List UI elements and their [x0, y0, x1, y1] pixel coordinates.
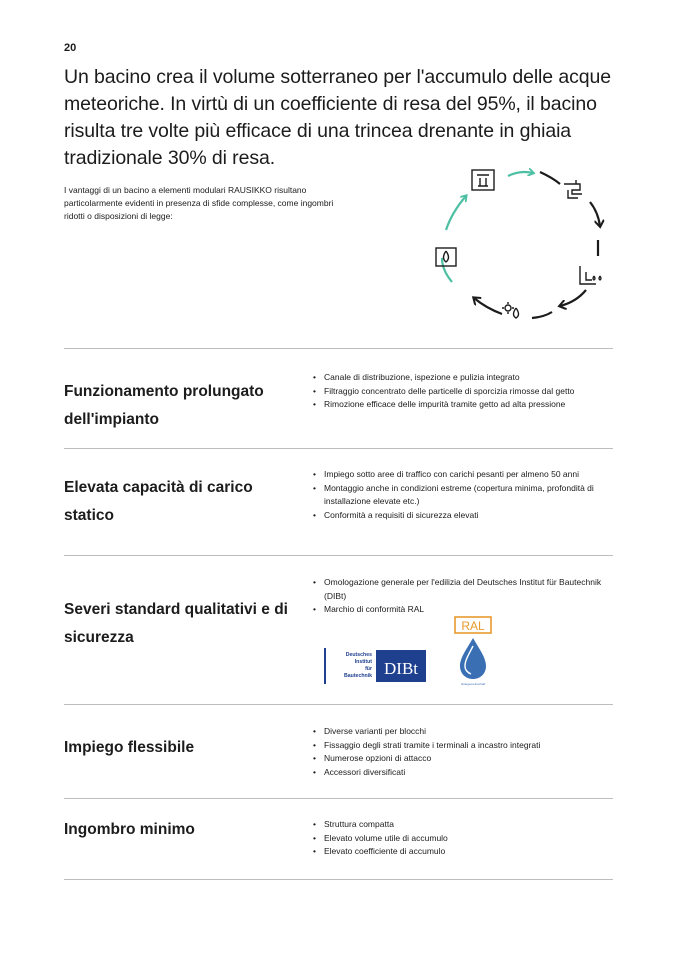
feature-bullets	[313, 725, 613, 779]
dibt-logo	[324, 648, 426, 684]
dibt-logo-mark: DIBt	[384, 659, 418, 678]
water-cycle-diagram	[420, 160, 620, 335]
divider	[64, 555, 613, 556]
feature-title: Elevata capacità di carico statico	[64, 479, 253, 524]
dibt-logo-line: für	[365, 666, 372, 672]
cycle-arrow-bottom-left	[474, 298, 502, 314]
bullet-item: • Omologazione generale per l'edilizia del Deutsches Institut für Bautechnik (DIBt)	[313, 576, 613, 603]
feature-bullets	[313, 468, 613, 522]
bullet-item: • Numerose opzioni di attacco	[313, 752, 613, 766]
cycle-arrow-bottom	[532, 312, 552, 318]
feature-title: Ingombro minimo	[64, 821, 195, 838]
feature-title: Impiego flessibile	[64, 739, 195, 756]
ral-logo-caption: Gütegemeinschaft	[460, 682, 486, 686]
ral-logo	[454, 616, 492, 686]
divider	[64, 348, 613, 349]
rain-gutter-icon	[564, 180, 582, 198]
feature-bullets	[313, 371, 613, 412]
feature-title: Severi standard qualitativi e di sicurezza	[64, 601, 288, 646]
bullet-item: • Conformità a requisiti di sicurezza elevati	[313, 509, 613, 523]
cycle-arrow-left-upper	[446, 196, 466, 230]
bullet-item: • Elevato coefficiente di accumulo	[313, 845, 613, 859]
bullet-item: • Elevato volume utile di accumulo	[313, 832, 613, 846]
water-treatment-icon	[502, 302, 519, 318]
divider	[64, 448, 613, 449]
inspection-shaft-icon	[472, 170, 494, 190]
bullet-item: • Accessori diversificati	[313, 766, 613, 780]
page-number: 20	[64, 42, 77, 54]
water-drop-box-icon	[436, 248, 456, 266]
feature-title: Funzionamento prolungato dell'impianto	[64, 383, 264, 428]
dibt-logo-line: Bautechnik	[344, 673, 372, 679]
divider	[64, 704, 613, 705]
bullet-item: • Struttura compatta	[313, 818, 613, 832]
bullet-item: • Filtraggio concentrato delle particelle di sporcizia rimosse dal getto	[313, 385, 613, 399]
headline: Un bacino crea il volume sotterraneo per l'accumulo delle acque meteoriche. In virtù di un coefficiente di resa del 95%, il bacino risulta tre volte più efficace di una trincea drenante in ghiaia tradizionale 30% di resa.	[64, 66, 611, 169]
divider	[64, 879, 613, 880]
dibt-logo-line: Deutsches	[345, 652, 372, 658]
bullet-item: • Marchio di conformità RAL	[313, 603, 613, 617]
dibt-logo-line: Institut	[354, 659, 372, 665]
cycle-arrow-right-upper	[590, 202, 600, 226]
intro-text: I vantaggi di un bacino a elementi modulari RAUSIKKO risultano particolarmente evidenti in presenza di sfide complesse, come ingombri ridotti o disposizioni di legge:	[64, 185, 334, 221]
cycle-arrow-lower-right	[560, 290, 586, 306]
cycle-arrow-top	[508, 172, 533, 176]
divider	[64, 798, 613, 799]
bullet-item: • Rimozione efficace delle impurità tramite getto ad alta pressione	[313, 398, 613, 412]
bullet-item: • Impiego sotto aree di traffico con carichi pesanti per almeno 50 anni	[313, 468, 613, 482]
bullet-item: • Montaggio anche in condizioni estreme (copertura minima, profondità di installazione elevate etc.)	[313, 482, 613, 509]
ral-logo-label: RAL	[461, 619, 485, 633]
feature-bullets	[313, 576, 613, 617]
bullet-item: • Fissaggio degli strati tramite i terminali a incastro integrati	[313, 739, 613, 753]
storage-tank-icon	[580, 266, 601, 284]
cycle-arrow-top-right	[540, 172, 560, 184]
bullet-item: • Diverse varianti per blocchi	[313, 725, 613, 739]
bullet-item: • Canale di distribuzione, ispezione e pulizia integrato	[313, 371, 613, 385]
feature-bullets	[313, 818, 613, 859]
